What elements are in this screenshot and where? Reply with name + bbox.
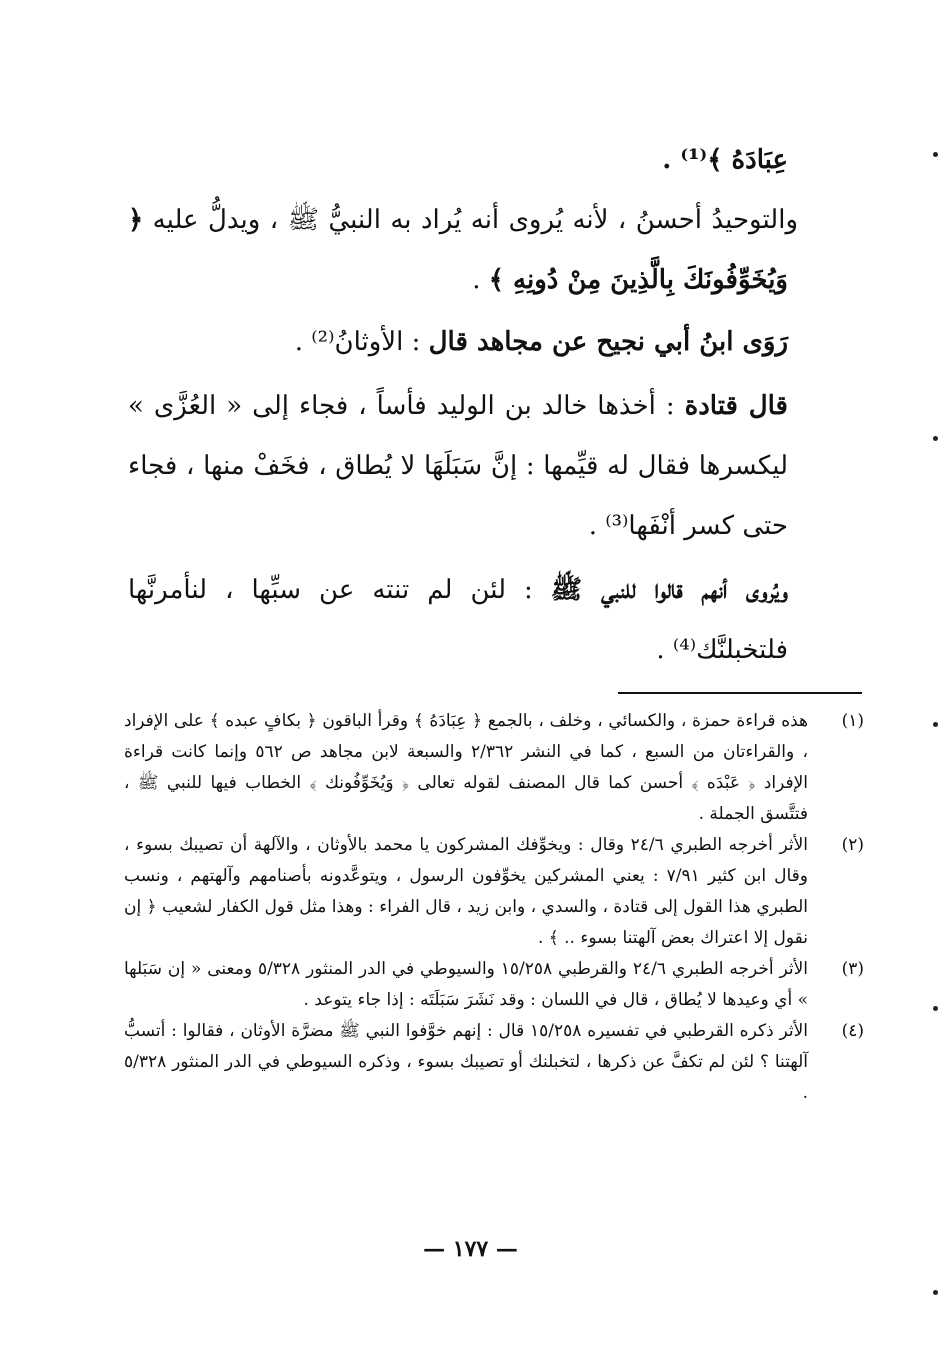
paragraph-3-text: : الأوثانُ⁽²⁾ . [294, 327, 429, 357]
footnote [124, 830, 864, 954]
scan-mark [933, 436, 938, 441]
footnote-text: الأثر أخرجه الطبري ٢٤/٦ والقرطبي ١٥/٢٥٨ والسيوطي في الدر المنثور ٥/٣٢٨ ومعنى « إن سَبَلها » أي وعيدها لا يُطاق ، قال في اللسان : وقد نَشَرَ سَبَلَتَه : إذا جاء يتوعد . [124, 959, 808, 1010]
footnote [124, 706, 864, 830]
paragraph-2 [128, 190, 798, 310]
paragraph-5 [128, 560, 788, 680]
paragraph-2-text: والتوحيدُ أحسنُ ، لأنه يُروى أنه يُراد به النبيُّ ﷺ ، ويدلُّ عليه [143, 205, 798, 235]
scan-mark [933, 1006, 938, 1011]
footnote [124, 1016, 864, 1109]
footnotes [124, 706, 864, 1109]
paragraph-1-text: عِبَادَهُ ﴾⁽¹⁾ . [662, 145, 788, 175]
footnote-number: (٤) [841, 1021, 864, 1041]
paragraph-2-end: . [472, 265, 489, 295]
scan-mark [933, 1290, 938, 1295]
main-text [128, 130, 798, 680]
footnote-number: (٣) [841, 959, 864, 979]
footnote-text: الأثر أخرجه الطبري ٢٤/٦ وقال : ويخوِّفك المشركون يا محمد بالأوثان ، والآلهة أن تصيبك بسوء ، وقال ابن كثير ٧/٩١ : يعني المشركين يخوِّفون الرسول ، ويتوعَّدونه بأصنامهم وآلهتهم ، ونسب الطبري هذا القول إلى قتادة ، والسدي ، وابن زيد ، قال الفراء : وهذا مثل قول الكفار لشعيب ﴿ إن نقول إلا اعتراك بعض آلهتنا بسوء .. ﴾ . [124, 835, 808, 948]
footnote-text: هذه قراءة حمزة ، والكسائي ، وخلف ، بالجمع ﴿ عِبَادَهُ ﴾ وقرأ الباقون ﴿ بكافٍ عبده ﴾ على الإفراد ، والقراءتان من السبع ، كما في النشر ٢/٣٦٢ والسبعة لابن مجاهد ص ٥٦٢ وإنما كانت قراءة الإفراد ﴿ عَبْدَه ﴾ أحسن كما قال المصنف لقوله تعالى ﴿ وَيُخَوِّفُونك ﴾ الخطاب فيها للنبي ﷺ ، فتتَّسق الجملة . [124, 711, 808, 824]
footnote-number: (٢) [841, 835, 864, 855]
paragraph-4-lead: قال قتادة [684, 391, 788, 421]
paragraph-4 [128, 376, 788, 556]
quran-quote: ﴿ وَيُخَوِّفُونَكَ بِالَّذِينَ مِنْ دُونِهِ ﴾ [128, 205, 788, 295]
scan-mark [933, 152, 938, 157]
paragraph-5-lead: ويُروى أنهم قالوا للنبي ﷺ [550, 575, 789, 605]
paragraph-5-text: : لئن لم تنته عن سبِّها ، لنأمرنَّها فلتخبلنَّك⁽⁴⁾ . [128, 575, 788, 665]
footnote-divider [618, 692, 862, 694]
paragraph-3 [128, 312, 788, 372]
page-number: — ١٧٧ — [423, 1236, 518, 1262]
scan-mark [933, 722, 938, 727]
footnote-number: (١) [841, 711, 864, 731]
paragraph-3-lead: رَوَى ابنُ أبي نجيح عن مجاهد قال [428, 327, 788, 357]
footnote-text: الأثر ذكره القرطبي في تفسيره ١٥/٢٥٨ قال : إنهم خوَّفوا النبي ﷺ مضرَّة الأوثان ، فقالوا : أتسبُّ آلهتنا ؟ لئن لم تكفَّ عن ذكرها ، لتخبلنك أو تصيبك بسوء ، وذكره السيوطي في الدر المنثور ٥/٣٢٨ . [124, 1021, 808, 1103]
paragraph-1 [128, 130, 788, 190]
paragraph-4-text: : أخذها خالد بن الوليد فأساً ، فجاء إلى « العُزَّى » ليكسرها فقال له قيِّمها : إنَّ سَبَلَهَا لا يُطاق ، فخَفْ منها ، فجاء حتى كسر أنْفَها⁽³⁾ . [128, 391, 788, 541]
footnote [124, 954, 864, 1016]
